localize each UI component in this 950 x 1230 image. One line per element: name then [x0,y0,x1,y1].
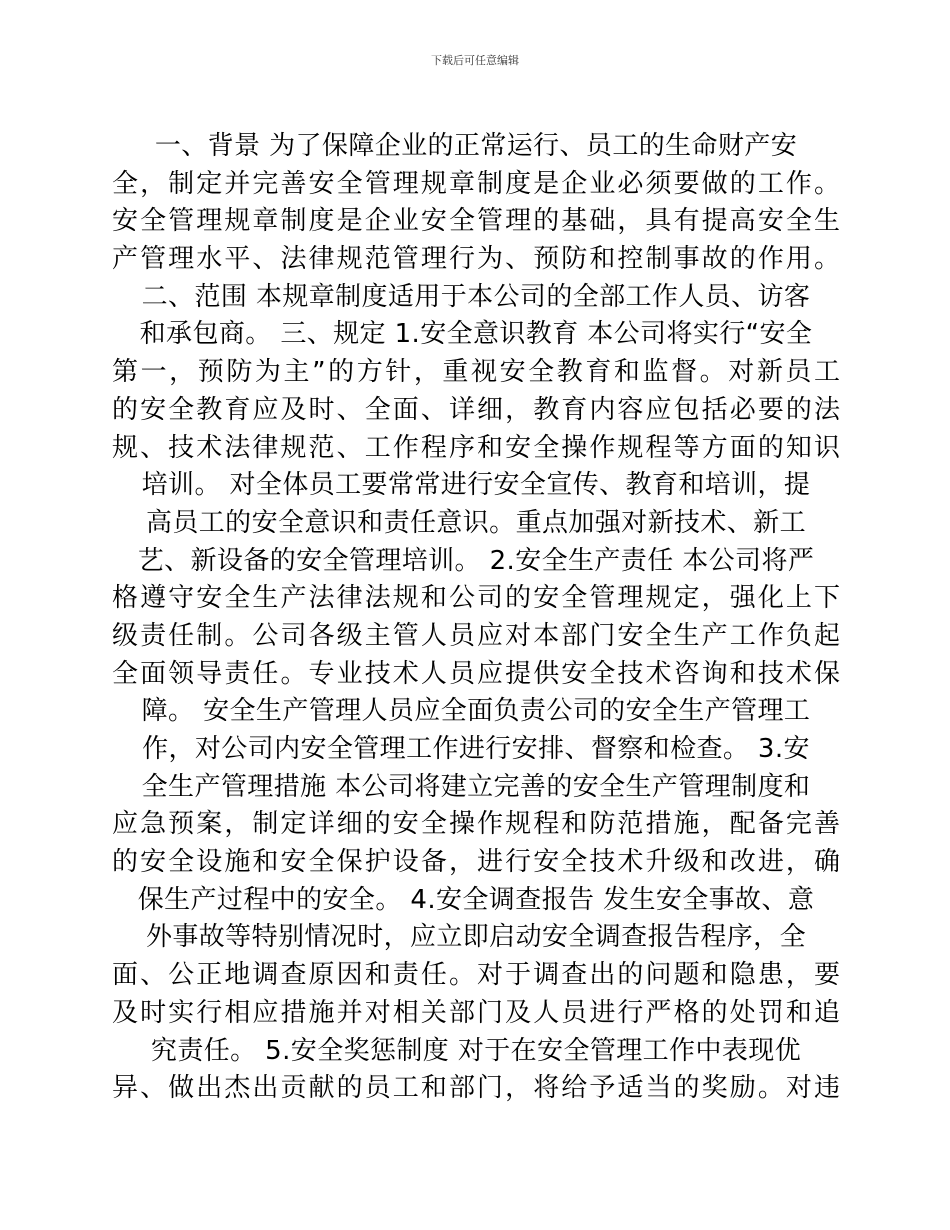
text-line: 产管理水平、法律规范管理行为、预防和控制事故的作用。 [112,244,840,275]
text-line: 外事故等特别情况时，应立即启动安全调查报告程序，全 [145,922,806,953]
text-line: 全，制定并完善安全管理规章制度是企业必须要做的工作。 [112,168,840,199]
text-line: 第一，预防为主”的方针，重视安全教育和监督。对新员工 [112,357,840,388]
text-line: 全生产管理措施 本公司将建立完善的安全生产管理制度和 [141,771,811,802]
text-line: 障。 安全生产管理人员应全面负责公司的安全生产管理工 [141,696,811,727]
text-line: 艺、新设备的安全管理培训。 2.安全生产责任 本公司将严 [137,545,815,576]
text-line: 二、范围 本规章制度适用于本公司的全部工作人员、访客 [141,281,811,312]
text-line: 及时实行相应措施并对相关部门及人员进行严格的处罚和追 [112,997,840,1028]
text-line: 的安全教育应及时、全面、详细，教育内容应包括必要的法 [112,394,840,425]
text-line: 规、技术法律规范、工作程序和安全操作规程等方面的知识 [112,432,840,463]
text-line: 和承包商。 三、规定 1.安全意识教育 本公司将实行“安全 [139,319,813,350]
text-line: 究责任。 5.安全奖惩制度 对于在安全管理工作中表现优 [150,1035,802,1066]
text-line: 安全管理规章制度是企业安全管理的基础，具有提高安全生 [112,206,840,237]
text-line: 的安全设施和安全保护设备，进行安全技术升级和改进，确 [112,847,840,878]
text-line: 高员工的安全意识和责任意识。重点加强对新技术、新工 [145,507,806,538]
document-body [112,128,840,1108]
text-line: 面、公正地调查原因和责任。对于调查出的问题和隐患，要 [112,960,840,991]
text-line: 作，对公司内安全管理工作进行安排、督察和检查。 3.安 [142,734,810,764]
text-line: 格遵守安全生产法律法规和公司的安全管理规定，强化上下 [112,583,840,614]
text-line: 一、背景 为了保障企业的正常运行、员工的生命财产安 [154,131,798,161]
text-line: 级责任制。公司各级主管人员应对本部门安全生产工作负起 [112,620,840,651]
text-line: 应急预案，制定详细的安全操作规程和防范措施，配备完善 [112,809,840,840]
text-line: 异、做出杰出贡献的员工和部门，将给予适当的奖励。对违 [112,1073,840,1104]
page-header-note: 下载后可任意编辑 [431,54,519,67]
text-line: 保生产过程中的安全。 4.安全调查报告 发生安全事故、意 [137,884,815,915]
text-line: 全面领导责任。专业技术人员应提供安全技术咨询和技术保 [112,658,840,689]
text-line: 培训。 对全体员工要常常进行安全宣传、教育和培训，提 [141,470,811,501]
